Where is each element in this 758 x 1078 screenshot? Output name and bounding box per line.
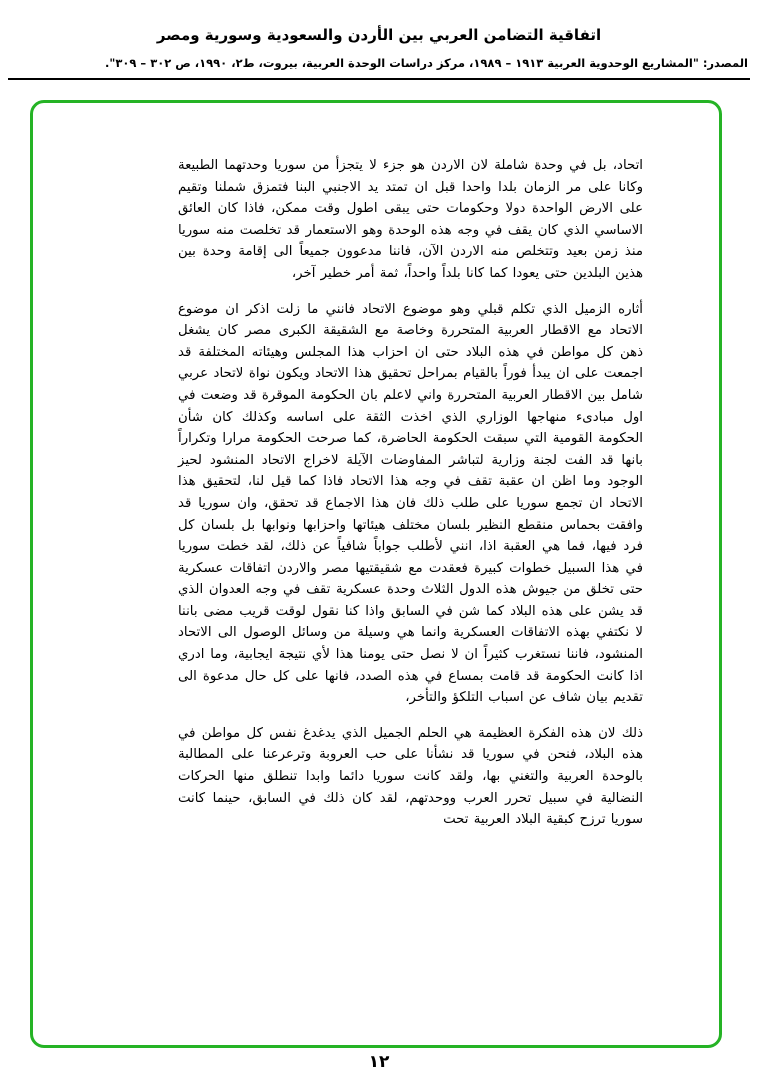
- document-header: [0, 0, 758, 44]
- source-citation: المصدر: "المشاريع الوحدوية العربية ١٩١٣ – ١٩٨٩، مركز دراسات الوحدة العربية، بيروت، ط٢، ١٩٩٠، ص ٣٠٢ – ٣٠٩".: [104, 56, 748, 70]
- green-border-frame: [30, 100, 722, 1048]
- paragraph-1: اتحاد، بل في وحدة شاملة لان الاردن هو جزء لا يتجزأ من سوريا وحدتهما الطبيعة وكانا على مر الزمان بلدا واحدا قبل ان تمتد يد الاجنبي البنا فتمزق شملنا وتقيم على الارض الواحدة دولا وحكومات حتى يبقى اطول وقت ممكن، فاذا كان العائق الاساسي الذي كان يقف في وجه هذه الوحدة وهو الاستعمار قد تخلصت منه سوريا منذ زمن بعيد وتتخلص منه الاردن الآن، فاننا مدعوون جميعاً الى إقامة وحدة بين هذين البلدين حتى يعودا كما كانا بلداً واحداً، ثمة أمر خطير آخر،: [178, 158, 643, 281]
- paragraph-2: أثاره الزميل الذي تكلم قبلي وهو موضوع الاتحاد فانني ما زلت اذكر ان موضوع الاتحاد مع الاقطار العربية المتحررة وخاصة مع الشقيقة الكبرى مصر كان يشغل ذهن كل مواطن في هذه البلاد حتى ان احزاب هذا المجلس وهيئاته المختلفة قد اجمعت على ان يبدأ فوراً بالقيام بمراحل تحقيق هذا الاتحاد ويكون نواة لاتحاد عربي شامل بين الاقطار العربية المتحررة واني لاعلم بان الحكومة الموقرة قد وضعت في اول مبادىء منهاجها الوزاري الذي اخذت الثقة على اساسه وكذلك كان شأن الحكومة القومية التي سبقت الحكومة الحاضرة، كما صرحت الحكومة مرارا وتكراراً بانها قد الفت لجنة وزارية لتباشر المفاوضات الآيلة لاخراج الاتحاد المنشود لحيز الوجود وما اظن ان عقبة تقف في وجه هذا الاتحاد فاذا كما قيل لنا، لتحقيق هذا الاتحاد ان تجمع سوريا على طلب ذلك فان هذا الاجماع قد تحقق، وان سوريا قد وافقت بحماس منقطع النظير بلسان مختلف هيئاتها واحزابها ونوابها بل بلسان كل فرد فيها، فما هي العقبة اذا، انني لأطلب جواباً شافياً عن ذلك، لقد خطت سوريا في هذا السبيل خطوات كبيرة فعقدت مع شقيقتيها مصر والاردن اتفاقات عسكرية حتى تخلق من جيوش هذه الدول الثلاث وحدة عسكرية تقف في وجه العدوان الذي قد يشن على هذه البلاد كما شن في السابق واذا كنا نقول لوقت قريب مضى باننا لا نكتفي بهذه الاتفاقات العسكرية وانما هي وسيلة من وسائل الوصول الى الاتحاد المنشود، فاننا نستغرب كثيراً ان لا نصل حتى يومنا هذا لأي نتيجة ايجابية، وما ادري اذا كانت الحكومة قد قامت بمساع في هذه الصدد، فانها على كل حال مدعوة الى تقديم بيان شاف عن اسباب التلكؤ والتأخر،: [178, 301, 643, 706]
- header-divider: [8, 78, 750, 80]
- paragraph-3: ذلك لان هذه الفكرة العظيمة هي الحلم الجميل الذي يدغدغ نفس كل مواطن في هذه البلاد، فنحن في سوريا قد نشأنا على حب العروبة وترعرعنا على المطالبة بالوحدة العربية والتغني بها، ولقد كانت سوريا دائما وابدا تنطلق منها الحركات النضالية في سبيل تحرر العرب ووحدتهم، لقد كان ذلك في السابق، حينما كانت سوريا ترزح كبقية البلاد العربية تحت: [178, 725, 643, 828]
- document-title: اتفاقية التضامن العربي بين الأردن والسعودية وسورية ومصر: [156, 26, 602, 44]
- page-number: ١٢: [368, 1052, 390, 1072]
- body-text: [178, 155, 643, 831]
